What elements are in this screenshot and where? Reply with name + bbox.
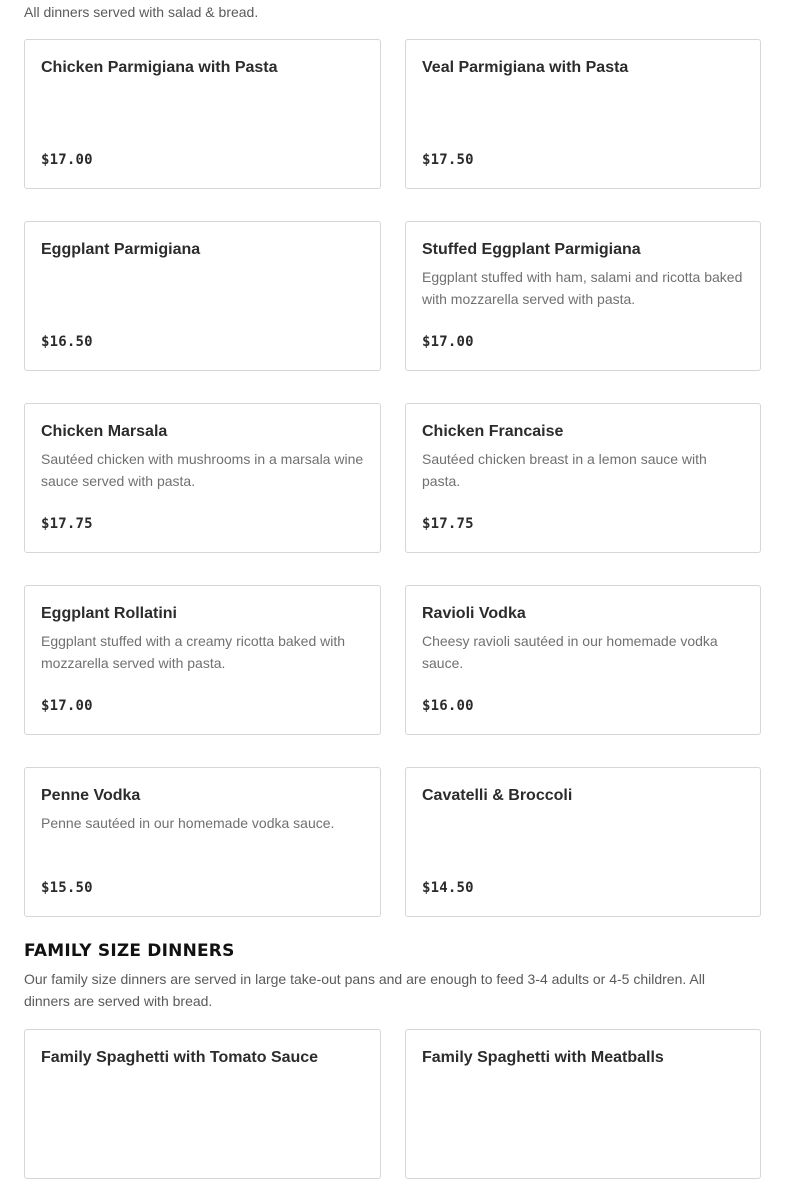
- dinners-intro: All dinners served with salad & bread.: [24, 4, 259, 20]
- menu-item-price: $17.00: [41, 698, 93, 714]
- menu-item-price: $14.50: [422, 880, 474, 896]
- dinners-grid: [24, 39, 761, 917]
- menu-item-card[interactable]: [24, 585, 381, 735]
- menu-item-description: Eggplant stuffed with ham, salami and ricotta baked with mozzarella served with pasta.: [422, 269, 743, 307]
- menu-item-price: $17.00: [41, 152, 93, 168]
- menu-item-name: Ravioli Vodka: [422, 605, 526, 622]
- menu-item-card[interactable]: [405, 1029, 761, 1179]
- family-intro: Our family size dinners are served in large take-out pans and are enough to feed 3-4 adults or 4-5 children. All dinners are served with bread.: [24, 971, 705, 1009]
- menu-item-description: Sautéed chicken with mushrooms in a marsala wine sauce served with pasta.: [41, 451, 364, 489]
- menu-item-description: Sautéed chicken breast in a lemon sauce with pasta.: [422, 451, 707, 489]
- menu-item-card[interactable]: [24, 39, 381, 189]
- menu-item-description: Eggplant stuffed with a creamy ricotta baked with mozzarella served with pasta.: [41, 633, 346, 671]
- menu-item-price: $16.50: [41, 334, 93, 350]
- menu-item-name: Family Spaghetti with Meatballs: [422, 1049, 664, 1066]
- menu-item-name: Chicken Francaise: [422, 423, 564, 440]
- menu-item-price: $17.50: [422, 152, 474, 168]
- menu-item-name: Chicken Parmigiana with Pasta: [41, 59, 278, 76]
- menu-item-name: Eggplant Parmigiana: [41, 241, 201, 258]
- family-grid: [24, 1029, 761, 1179]
- menu-item-card[interactable]: [405, 403, 761, 553]
- menu-item-description: Cheesy ravioli sautéed in our homemade vodka sauce.: [422, 633, 718, 671]
- menu-item-name: Cavatelli & Broccoli: [422, 787, 573, 804]
- menu-item-name: Family Spaghetti with Tomato Sauce: [41, 1049, 319, 1066]
- menu-item-price: $17.75: [41, 516, 93, 532]
- menu-item-card[interactable]: [24, 767, 381, 917]
- menu-item-card[interactable]: [405, 221, 761, 371]
- menu-item-card[interactable]: [405, 585, 761, 735]
- menu-item-description: Penne sautéed in our homemade vodka sauce.: [41, 815, 335, 831]
- menu-item-card[interactable]: [405, 39, 761, 189]
- menu-item-name: Penne Vodka: [41, 787, 141, 804]
- menu-item-card[interactable]: [24, 403, 381, 553]
- menu-item-card[interactable]: [24, 1029, 381, 1179]
- menu-item-card[interactable]: [24, 221, 381, 371]
- menu-item-name: Chicken Marsala: [41, 423, 168, 440]
- menu-item-name: Eggplant Rollatini: [41, 605, 177, 622]
- menu-item-price: $16.00: [422, 698, 474, 714]
- menu-item-price: $17.75: [422, 516, 474, 532]
- menu-item-name: Veal Parmigiana with Pasta: [422, 59, 629, 76]
- menu-item-name: Stuffed Eggplant Parmigiana: [422, 241, 641, 258]
- section-heading-family: FAMILY SIZE DINNERS: [24, 941, 235, 961]
- menu-item-price: $17.00: [422, 334, 474, 350]
- menu-item-card[interactable]: [405, 767, 761, 917]
- menu-item-price: $15.50: [41, 880, 93, 896]
